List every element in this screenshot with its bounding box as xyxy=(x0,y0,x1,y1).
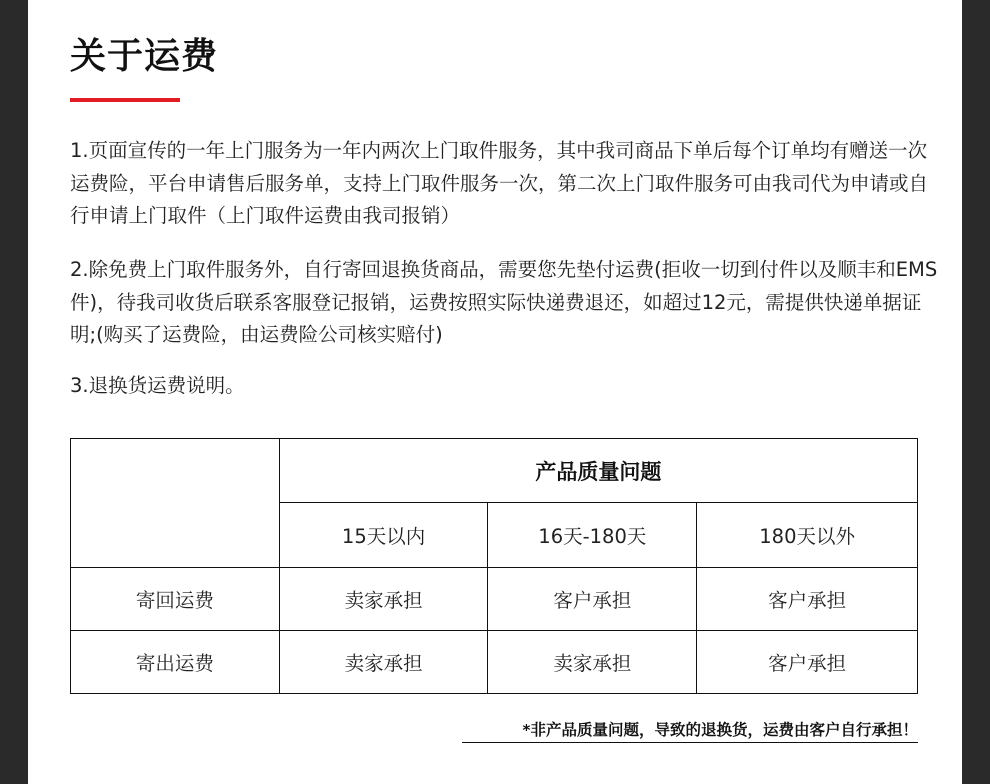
period-header-cell: 180天以外 xyxy=(697,503,918,568)
footnote-notice: *非产品质量问题，导致的退换货，运费由客户自行承担！ xyxy=(462,718,918,743)
shipping-fee-table xyxy=(70,438,918,694)
period-header-cell: 16天-180天 xyxy=(488,503,697,568)
period-header-cell: 15天以内 xyxy=(279,503,488,568)
table-row xyxy=(71,631,918,694)
table-cell: 卖家承担 xyxy=(488,631,697,694)
table-header-row xyxy=(71,439,918,503)
shipping-info-card xyxy=(28,0,962,784)
page-title: 关于运费 xyxy=(70,36,219,77)
row-label-cell: 寄回运费 xyxy=(71,568,280,631)
table-cell: 客户承担 xyxy=(488,568,697,631)
title-accent-bar xyxy=(70,98,180,102)
row-label-cell: 寄出运费 xyxy=(71,631,280,694)
table-cell: 卖家承担 xyxy=(279,568,488,631)
paragraph-fee-explanation: 3.退换货运费说明。 xyxy=(70,374,245,397)
table-cell: 卖家承担 xyxy=(279,631,488,694)
paragraph-door-pickup: 1.页面宣传的一年上门服务为一年内两次上门取件服务，其中我司商品下单后每个订单均有赠送一次运费险，平台申请售后服务单，支持上门取件服务一次，第二次上门取件服务可由我司代为申请或自行申请上门取件（上门取件运费由我司报销） xyxy=(70,139,929,227)
table-row xyxy=(71,568,918,631)
quality-issue-header: 产品质量问题 xyxy=(279,439,917,503)
table-cell: 客户承担 xyxy=(697,568,918,631)
table-corner-cell xyxy=(71,439,280,568)
paragraph-self-return: 2.除免费上门取件服务外，自行寄回退换货商品，需要您先垫付运费(拒收一切到付件以及顺丰和EMS件)，待我司收货后联系客服登记报销，运费按照实际快递费退还，如超过12元，需提供快递单据证明;(购买了运费险，由运费险公司核实赔付) xyxy=(70,258,938,346)
table-cell: 客户承担 xyxy=(697,631,918,694)
